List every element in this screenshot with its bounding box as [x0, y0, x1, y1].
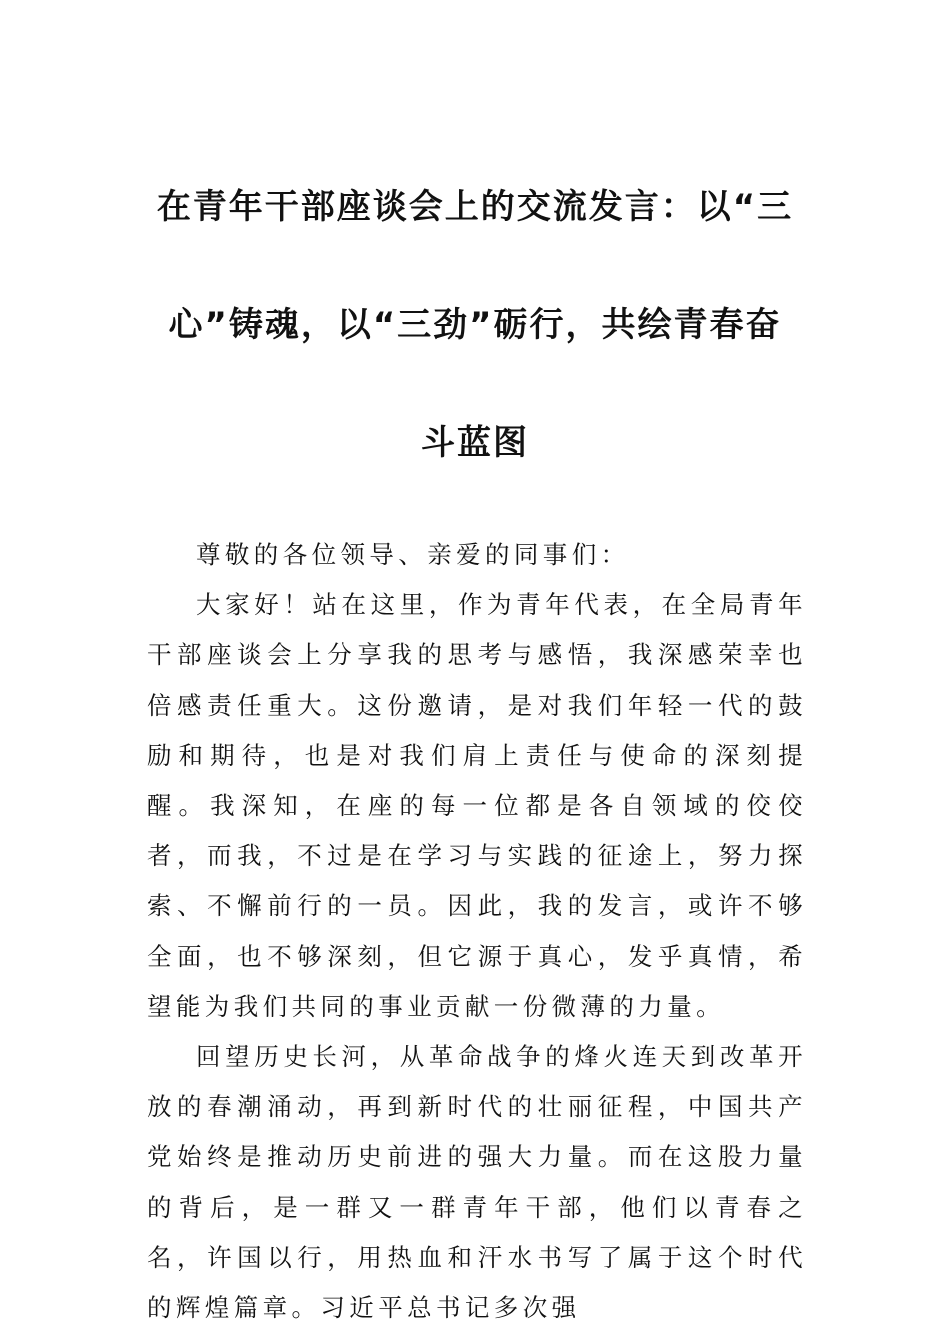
body-paragraph: 回望历史长河，从革命战争的烽火连天到改革开放的春潮涌动，再到新时代的壮丽征程，中国共产党始终是推动历史前进的强大力量。而在这股力量的背后，是一群又一群青年干部，他们以青春之名，许国以行，用热血和汗水书写了属于这个时代的辉煌篇章。习近平总书记多次强 — [147, 1042, 807, 1323]
document-title — [140, 148, 810, 502]
title-line-2: 心”铸魂，以“三劲”砺行，共绘青春奋 — [168, 305, 782, 345]
salutation-paragraph: 尊敬的各位领导、亲爱的同事们： — [196, 540, 630, 569]
title-line-1: 在青年干部座谈会上的交流发言：以“三 — [156, 187, 794, 227]
body-paragraph: 大家好！站在这里，作为青年代表，在全局青年干部座谈会上分享我的思考与感悟，我深感荣幸也倍感责任重大。这份邀请，是对我们年轻一代的鼓励和期待，也是对我们肩上责任与使命的深刻提醒。我深知，在座的每一位都是各自领域的佼佼者，而我，不过是在学习与实践的征途上，努力探索、不懈前行的一员。因此，我的发言，或许不够全面，也不够深刻，但它源于真心，发乎真情，希望能为我们共同的事业贡献一份微薄的力量。 — [147, 590, 807, 1021]
document-body — [147, 530, 807, 1333]
title-line-3: 斗蓝图 — [421, 423, 529, 463]
